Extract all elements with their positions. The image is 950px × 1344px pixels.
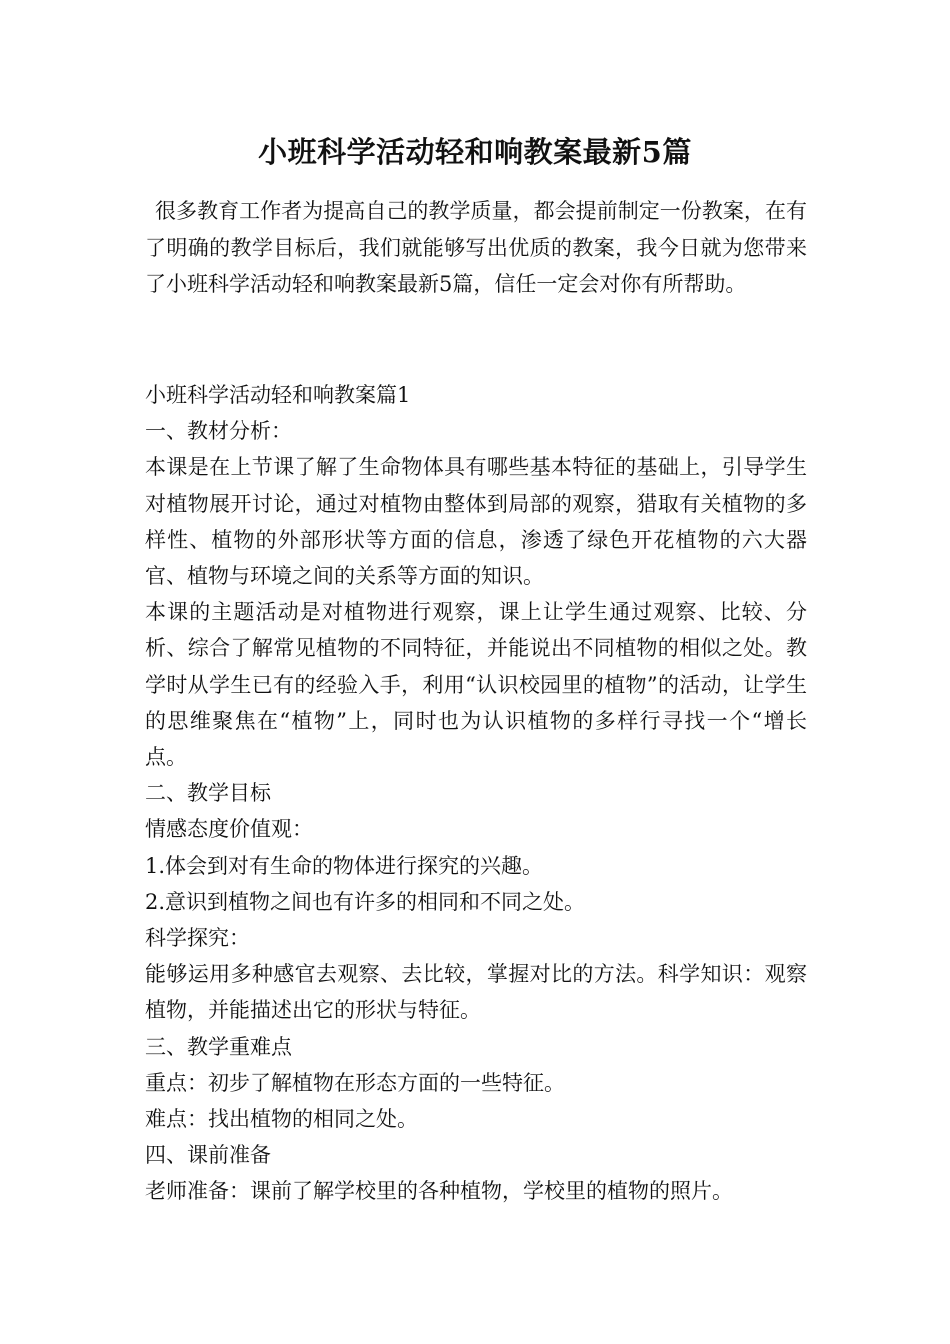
intro-paragraph: 很多教育工作者为提高自己的教学质量，都会提前制定一份教案，在有了明确的教学目标后，我们就能够写出优质的教案，我今日就为您带来了小班科学活动轻和响教案最新5篇，信任一定会对你有所帮助。 — [145, 199, 807, 296]
subheading-science-inquiry: 科学探究： — [145, 926, 250, 951]
subheading-attitude: 情感态度价值观： — [145, 817, 313, 842]
section-heading-teaching-goals: 二、教学目标 — [145, 781, 271, 806]
body-paragraph: 老师准备：课前了解学校里的各种植物，学校里的植物的照片。 — [145, 1179, 733, 1204]
list-item: 2.意识到植物之间也有许多的相同和不同之处。 — [145, 889, 586, 914]
body-paragraph: 本课的主题活动是对植物进行观察，课上让学生通过观察、比较、分析、综合了解常见植物的不同特征，并能说出不同植物的相似之处。教学时从学生已有的经验入手，利用“认识校园里的植物”的活动，让学生的思维聚焦在“植物”上，同时也为认识植物的多样行寻找一个“增长点。 — [145, 600, 807, 770]
section-heading-lesson-1: 小班科学活动轻和响教案篇1 — [145, 383, 411, 407]
section-heading-key-points: 三、教学重难点 — [145, 1034, 292, 1059]
list-item: 1.体会到对有生命的物体进行探究的兴趣。 — [145, 853, 544, 878]
body-paragraph: 本课是在上节课了解了生命物体具有哪些基本特征的基础上，引导学生对植物展开讨论，通过对植物由整体到局部的观察，猎取有关植物的多样性、植物的外部形状等方面的信息，渗透了绿色开花植物的六大器官、植物与环境之间的关系等方面的知识。 — [145, 455, 807, 589]
body-paragraph: 能够运用多种感官去观察、去比较，掌握对比的方法。科学知识：观察植物，并能描述出它的形状与特征。 — [145, 962, 807, 1023]
body-paragraph: 难点：找出植物的相同之处。 — [145, 1107, 418, 1132]
section-heading-preparation: 四、课前准备 — [145, 1143, 271, 1168]
section-heading-material-analysis: 一、教材分析： — [145, 419, 292, 444]
body-paragraph: 重点：初步了解植物在形态方面的一些特征。 — [145, 1070, 565, 1095]
document-body — [145, 377, 807, 1210]
document-title: 小班科学活动轻和响教案最新5篇 — [258, 135, 692, 169]
